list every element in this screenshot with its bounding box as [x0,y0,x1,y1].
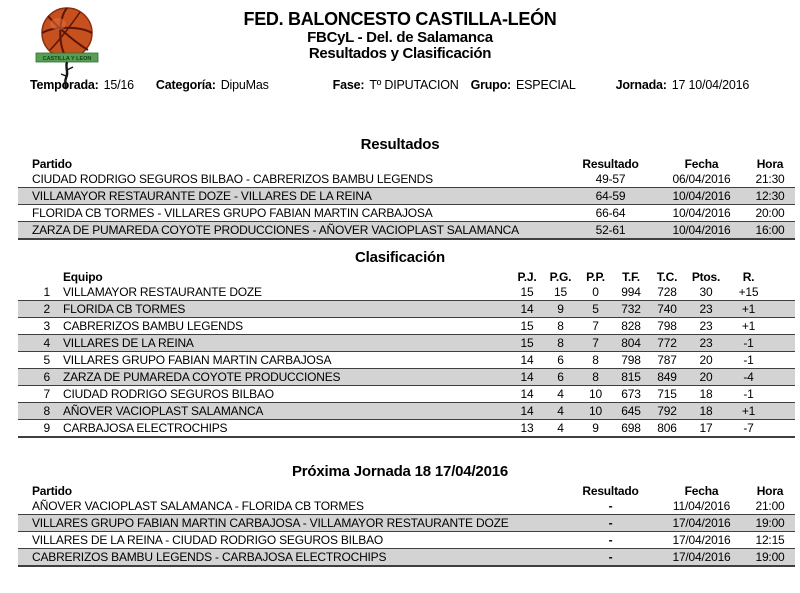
match-date: 17/04/2016 [658,515,745,532]
games-won: 4 [544,403,577,420]
match-name: FLORIDA CB TORMES - VILLARES GRUPO FABIAN MARTIN CARBAJOSA [18,205,563,222]
category-value: DipuMas [220,78,269,92]
games-lost: 7 [577,318,614,335]
matchday-value: 17 10/04/2016 [671,78,750,92]
points-against: 772 [648,335,686,352]
standings-header-row [18,269,795,284]
match-name: AÑOVER VACIOPLAST SALAMANCA - FLORIDA CB TORMES [18,498,563,515]
record: +1 [726,403,795,420]
season-label: Temporada: [30,78,99,92]
match-date: 11/04/2016 [658,498,745,515]
next-matchday-table [18,483,795,567]
record: -1 [726,352,795,369]
col-tc: T.C. [656,269,678,284]
results-header-row [18,156,795,171]
points: 20 [686,352,726,369]
col-partido: Partido [32,483,72,498]
team-name: ZARZA DE PUMAREDA COYOTE PRODUCCIONES [56,369,510,386]
col-pp: P.P. [586,269,605,284]
team-name: CIUDAD RODRIGO SEGUROS BILBAO [56,386,510,403]
match-score: 52-61 [563,222,658,240]
match-date: 10/04/2016 [658,222,745,240]
record: +1 [726,318,795,335]
col-resultado: Resultado [582,483,639,498]
games-lost: 10 [577,403,614,420]
team-name: CARBAJOSA ELECTROCHIPS [56,420,510,438]
record: -7 [726,420,795,438]
games-played: 15 [510,284,544,301]
points: 18 [686,403,726,420]
match-date: 10/04/2016 [658,188,745,205]
standings-row [18,335,795,352]
competition-info-bar [30,78,800,92]
match-date: 17/04/2016 [658,549,745,567]
games-played: 13 [510,420,544,438]
games-played: 14 [510,352,544,369]
points-against: 806 [648,420,686,438]
standings-row [18,284,795,301]
games-lost: 8 [577,352,614,369]
record: -1 [726,386,795,403]
points-against: 792 [648,403,686,420]
rank: 4 [18,335,56,352]
points-against: 728 [648,284,686,301]
games-lost: 9 [577,420,614,438]
points-for: 673 [614,386,648,403]
games-lost: 0 [577,284,614,301]
points: 23 [686,318,726,335]
points: 30 [686,284,726,301]
games-won: 4 [544,386,577,403]
team-name: VILLARES GRUPO FABIAN MARTIN CARBAJOSA [56,352,510,369]
rank: 5 [18,352,56,369]
match-date: 06/04/2016 [658,171,745,188]
next-matchday-section-title: Próxima Jornada 18 17/04/2016 [291,463,508,480]
results-section-title: Resultados [360,136,440,153]
games-won: 8 [544,318,577,335]
match-time: 19:00 [745,515,795,532]
fixture-row [18,515,795,532]
col-hora: Hora [756,156,784,171]
col-equipo: Equipo [63,269,103,284]
games-lost: 8 [577,369,614,386]
match-date: 10/04/2016 [658,205,745,222]
page-header [0,0,800,62]
rank: 8 [18,403,56,420]
games-played: 15 [510,335,544,352]
match-name: CABRERIZOS BAMBU LEGENDS - CARBAJOSA ELECTROCHIPS [18,549,563,567]
games-won: 6 [544,352,577,369]
logo-banner-text: CASTILLA Y LEON [42,56,92,62]
results-table [18,156,795,240]
games-lost: 10 [577,386,614,403]
match-time: 20:00 [745,205,795,222]
games-played: 15 [510,318,544,335]
standings-row [18,369,795,386]
games-won: 15 [544,284,577,301]
group-label: Grupo: [470,78,512,92]
team-name: VILLAMAYOR RESTAURANTE DOZE [56,284,510,301]
match-name: CIUDAD RODRIGO SEGUROS BILBAO - CABRERIZOS BAMBU LEGENDS [18,171,563,188]
games-won: 6 [544,369,577,386]
match-name: VILLAMAYOR RESTAURANTE DOZE - VILLARES DE LA REINA [18,188,563,205]
col-tf: T.F. [622,269,640,284]
phase-group [333,78,459,92]
points-for: 828 [614,318,648,335]
match-score: 64-59 [563,188,658,205]
col-pj: P.J. [517,269,537,284]
result-row [18,171,795,188]
points: 20 [686,369,726,386]
games-won: 4 [544,420,577,438]
federation-logo-icon [28,4,106,90]
team-name: VILLARES DE LA REINA [56,335,510,352]
team-name: CABRERIZOS BAMBU LEGENDS [56,318,510,335]
standings-row [18,403,795,420]
next-matchday-header-row [18,483,795,498]
points-for: 732 [614,301,648,318]
match-time: 16:00 [745,222,795,240]
group-group [471,78,576,92]
page-subtitle-report: Resultados y Clasificación [308,45,492,62]
category-group [156,78,269,92]
record: +15 [726,284,795,301]
rank: 1 [18,284,56,301]
season-value: 15/16 [103,78,134,92]
result-row [18,205,795,222]
match-name: VILLARES GRUPO FABIAN MARTIN CARBAJOSA - VILLAMAYOR RESTAURANTE DOZE [18,515,563,532]
matchday-label: Jornada: [615,78,667,92]
col-resultado: Resultado [582,156,639,171]
phase-value: Tº DIPUTACION [369,78,459,92]
fixture-row [18,498,795,515]
points-for: 804 [614,335,648,352]
record: -4 [726,369,795,386]
match-time: 12:30 [745,188,795,205]
match-time: 21:00 [745,498,795,515]
record: +1 [726,301,795,318]
points-for: 994 [614,284,648,301]
result-row [18,188,795,205]
standings-row [18,352,795,369]
match-time: 12:15 [745,532,795,549]
record: -1 [726,335,795,352]
phase-label: Fase: [332,78,365,92]
games-played: 14 [510,403,544,420]
category-label: Categoría: [155,78,216,92]
fixture-row [18,549,795,567]
standings-row [18,386,795,403]
col-hora: Hora [756,483,784,498]
match-score: 66-64 [563,205,658,222]
points: 17 [686,420,726,438]
match-score-placeholder: - [563,549,658,567]
games-lost: 7 [577,335,614,352]
page-subtitle-delegation: FBCyL - Del. de Salamanca [307,29,493,46]
match-name: VILLARES DE LA REINA - CIUDAD RODRIGO SEGUROS BILBAO [18,532,563,549]
rank: 2 [18,301,56,318]
points-against: 740 [648,301,686,318]
games-won: 9 [544,301,577,318]
standings-row [18,301,795,318]
points: 23 [686,301,726,318]
points-for: 645 [614,403,648,420]
team-name: AÑOVER VACIOPLAST SALAMANCA [56,403,510,420]
points-against: 849 [648,369,686,386]
col-fecha: Fecha [684,156,719,171]
match-date: 17/04/2016 [658,532,745,549]
match-score: 49-57 [563,171,658,188]
points: 23 [686,335,726,352]
games-won: 8 [544,335,577,352]
games-played: 14 [510,386,544,403]
points-for: 698 [614,420,648,438]
col-r: R. [742,269,755,284]
points-against: 787 [648,352,686,369]
group-value: ESPECIAL [516,78,576,92]
rank: 9 [18,420,56,438]
standings-section-title: Clasificación [355,249,445,266]
points-against: 715 [648,386,686,403]
rank: 7 [18,386,56,403]
rank: 6 [18,369,56,386]
col-pg: P.G. [549,269,572,284]
points-for: 798 [614,352,648,369]
match-time: 19:00 [745,549,795,567]
match-time: 21:30 [745,171,795,188]
matchday-group [616,78,750,92]
col-ptos: Ptos. [691,269,721,284]
points-for: 815 [614,369,648,386]
standings-row [18,318,795,335]
team-name: FLORIDA CB TORMES [56,301,510,318]
games-played: 14 [510,301,544,318]
match-score-placeholder: - [563,515,658,532]
match-name: ZARZA DE PUMAREDA COYOTE PRODUCCIONES - AÑOVER VACIOPLAST SALAMANCA [18,222,563,240]
match-score-placeholder: - [563,532,658,549]
points-against: 798 [648,318,686,335]
col-pos [18,269,56,284]
fixture-row [18,532,795,549]
games-lost: 5 [577,301,614,318]
standings-table [18,269,795,438]
rank: 3 [18,318,56,335]
col-partido: Partido [32,156,72,171]
standings-row [18,420,795,438]
result-row [18,222,795,240]
games-played: 14 [510,369,544,386]
match-score-placeholder: - [563,498,658,515]
page-title: FED. BALONCESTO CASTILLA-LEÓN [243,9,557,29]
col-fecha: Fecha [684,483,719,498]
points: 18 [686,386,726,403]
